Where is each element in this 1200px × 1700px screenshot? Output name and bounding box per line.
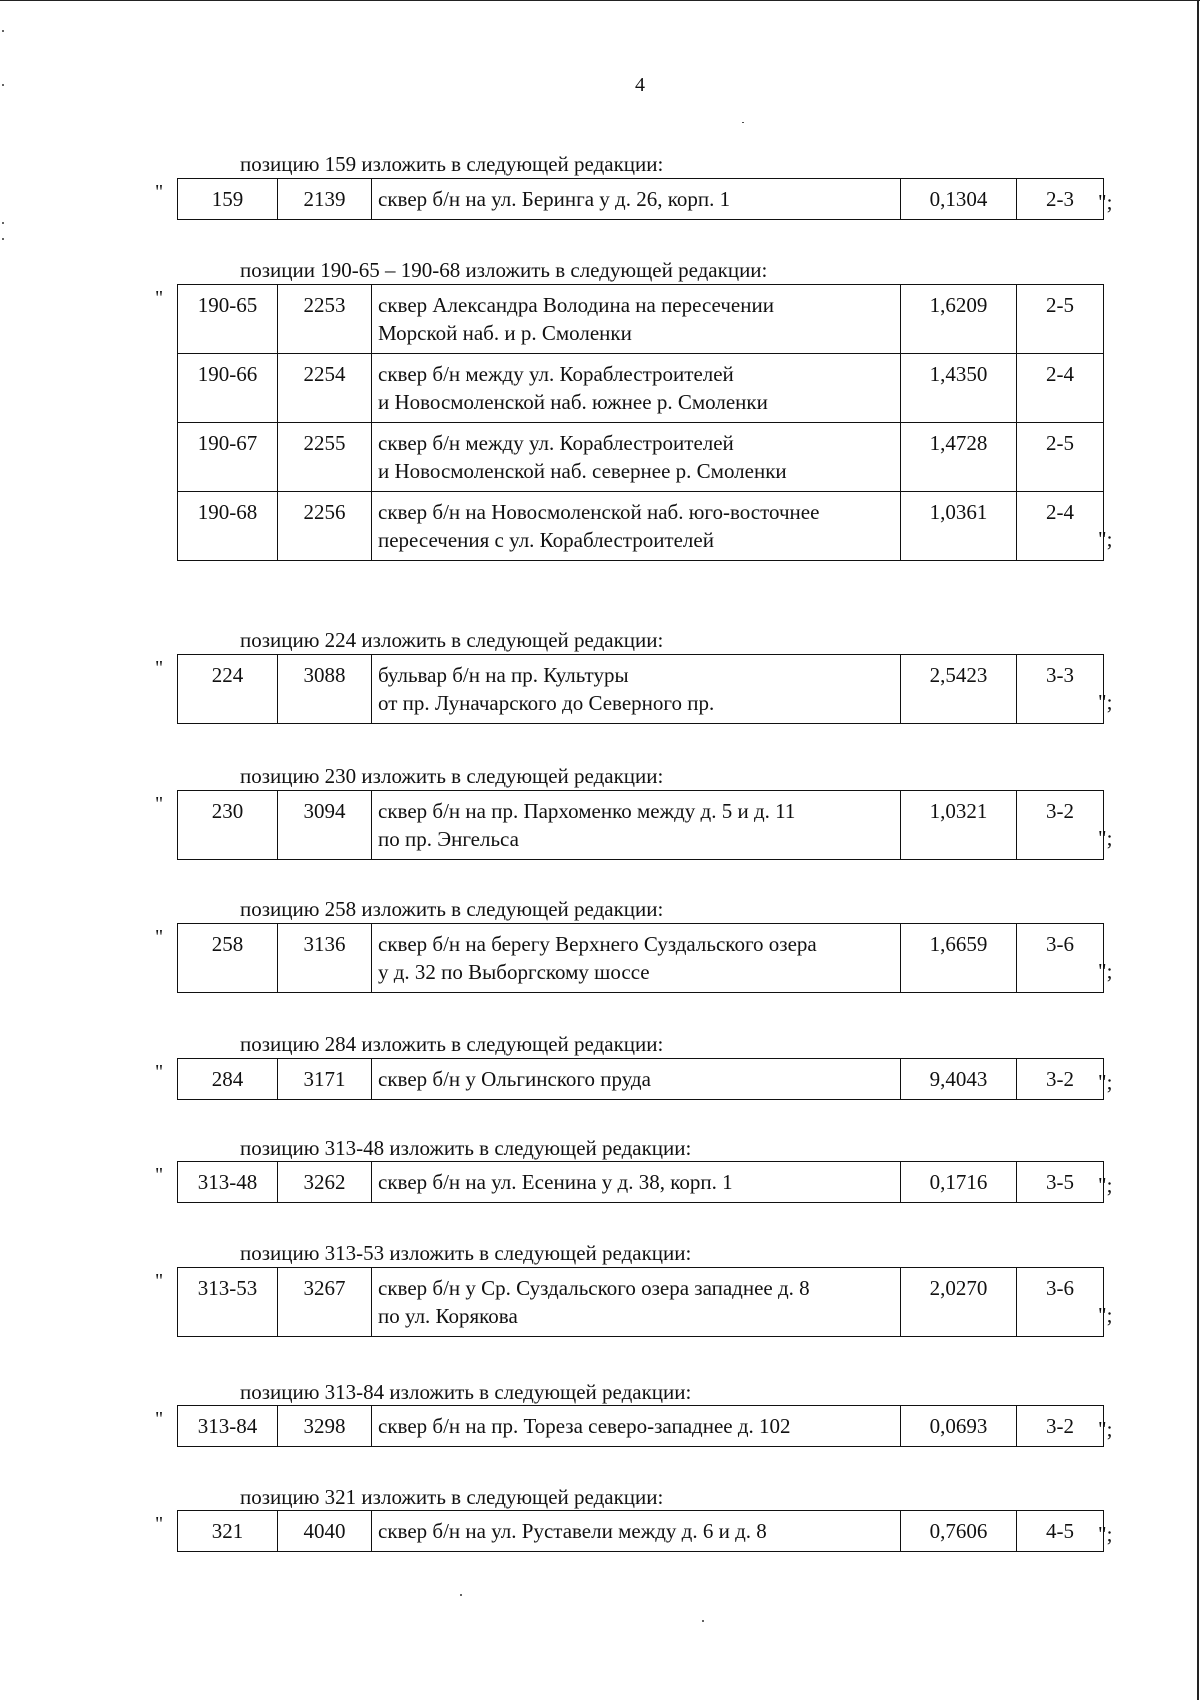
opening-quote: " — [155, 1513, 164, 1535]
object-name-line: сквер б/н у Ольгинского пруда — [378, 1067, 651, 1091]
opening-quote: " — [155, 181, 164, 203]
category-cell: 3-6 — [1017, 924, 1104, 993]
object-name-line: сквер б/н на ул. Есенина у д. 38, корп. 1 — [378, 1170, 733, 1194]
object-name-cell — [372, 1406, 901, 1447]
object-name-line: сквер б/н на берегу Верхнего Суздальского озера — [378, 932, 817, 956]
object-code-cell: 4040 — [278, 1511, 372, 1552]
closing-quote: "; — [1098, 1417, 1113, 1441]
object-name-cell — [372, 354, 901, 423]
area-cell: 1,4350 — [901, 354, 1017, 423]
object-name-cell — [372, 179, 901, 220]
position-number-cell: 258 — [178, 924, 278, 993]
area-cell: 0,1304 — [901, 179, 1017, 220]
object-name-line: сквер б/н на ул. Руставели между д. 6 и д. 8 — [378, 1519, 767, 1543]
object-name-cell — [372, 924, 901, 993]
object-code-cell: 2139 — [278, 179, 372, 220]
object-name-line: сквер б/н между ул. Кораблестроителей — [378, 362, 734, 386]
area-cell: 0,0693 — [901, 1406, 1017, 1447]
table-row — [178, 1406, 1104, 1447]
section-caption: позицию 313-84 изложить в следующей редакции: — [240, 1380, 692, 1404]
closing-quote: "; — [1098, 527, 1113, 551]
object-name-line: пересечения с ул. Кораблестроителей — [378, 528, 714, 552]
opening-quote: " — [155, 1164, 164, 1186]
table-row — [178, 1511, 1104, 1552]
object-name-line: сквер б/н на пр. Тореза северо-западнее д. 102 — [378, 1414, 791, 1438]
table-row — [178, 285, 1104, 354]
page-top-border — [0, 0, 1200, 1]
section-caption: позицию 284 изложить в следующей редакции: — [240, 1032, 664, 1056]
object-code-cell: 2255 — [278, 423, 372, 492]
scan-speck — [2, 238, 4, 240]
area-cell: 2,5423 — [901, 655, 1017, 724]
category-cell: 3-6 — [1017, 1268, 1104, 1337]
table-row — [178, 492, 1104, 561]
position-number-cell: 321 — [178, 1511, 278, 1552]
object-name-line: Морской наб. и р. Смоленки — [378, 321, 632, 345]
amendment-table — [177, 1161, 1104, 1203]
position-number-cell: 313-48 — [178, 1162, 278, 1203]
table-row — [178, 179, 1104, 220]
object-name-cell — [372, 1511, 901, 1552]
table-row — [178, 655, 1104, 724]
object-name-line: у д. 32 по Выборгскому шоссе — [378, 960, 650, 984]
table-row — [178, 1268, 1104, 1337]
closing-quote: "; — [1098, 959, 1113, 983]
scan-speck — [460, 1594, 462, 1596]
object-name-line: сквер Александра Володина на пересечении — [378, 293, 774, 317]
object-name-line: бульвар б/н на пр. Культуры — [378, 663, 629, 687]
object-name-line: сквер б/н на ул. Беринга у д. 26, корп. 1 — [378, 187, 731, 211]
scan-speck — [742, 122, 744, 123]
object-code-cell: 3094 — [278, 791, 372, 860]
section-caption: позиции 190-65 – 190-68 изложить в следующей редакции: — [240, 258, 768, 282]
category-cell: 3-2 — [1017, 1406, 1104, 1447]
area-cell: 1,6209 — [901, 285, 1017, 354]
area-cell: 0,7606 — [901, 1511, 1017, 1552]
table-row — [178, 423, 1104, 492]
scan-speck — [2, 84, 4, 86]
opening-quote: " — [155, 926, 164, 948]
object-name-cell — [372, 1268, 901, 1337]
table-row — [178, 1059, 1104, 1100]
object-name-cell — [372, 285, 901, 354]
page-right-border — [1197, 0, 1199, 1700]
object-name-cell — [372, 791, 901, 860]
category-cell: 2-4 — [1017, 354, 1104, 423]
area-cell: 1,6659 — [901, 924, 1017, 993]
area-cell: 0,1716 — [901, 1162, 1017, 1203]
position-number-cell: 230 — [178, 791, 278, 860]
area-cell: 1,0361 — [901, 492, 1017, 561]
object-name-line: сквер б/н у Ср. Суздальского озера западнее д. 8 — [378, 1276, 810, 1300]
page-number: 4 — [635, 74, 645, 96]
amendment-table — [177, 1510, 1104, 1552]
table-row — [178, 924, 1104, 993]
amendment-table — [177, 1267, 1104, 1337]
position-number-cell: 190-68 — [178, 492, 278, 561]
section-caption: позицию 313-53 изложить в следующей редакции: — [240, 1241, 692, 1265]
position-number-cell: 284 — [178, 1059, 278, 1100]
category-cell: 3-5 — [1017, 1162, 1104, 1203]
object-code-cell: 2253 — [278, 285, 372, 354]
position-number-cell: 190-66 — [178, 354, 278, 423]
scan-speck — [2, 222, 4, 224]
closing-quote: "; — [1098, 1070, 1113, 1094]
section-caption: позицию 321 изложить в следующей редакции: — [240, 1485, 664, 1509]
scan-speck — [702, 1620, 704, 1622]
opening-quote: " — [155, 657, 164, 679]
object-code-cell: 3171 — [278, 1059, 372, 1100]
category-cell: 4-5 — [1017, 1511, 1104, 1552]
object-code-cell: 2254 — [278, 354, 372, 423]
section-caption: позицию 159 изложить в следующей редакции: — [240, 152, 664, 176]
object-code-cell: 3267 — [278, 1268, 372, 1337]
amendment-table — [177, 178, 1104, 220]
object-name-line: по ул. Корякова — [378, 1304, 518, 1328]
category-cell: 3-2 — [1017, 1059, 1104, 1100]
object-code-cell: 3298 — [278, 1406, 372, 1447]
table-row — [178, 354, 1104, 423]
object-name-line: сквер б/н на пр. Пархоменко между д. 5 и д. 11 — [378, 799, 796, 823]
section-caption: позицию 224 изложить в следующей редакции: — [240, 628, 664, 652]
position-number-cell: 159 — [178, 179, 278, 220]
amendment-table — [177, 790, 1104, 860]
position-number-cell: 313-84 — [178, 1406, 278, 1447]
area-cell: 1,4728 — [901, 423, 1017, 492]
area-cell: 1,0321 — [901, 791, 1017, 860]
object-code-cell: 3088 — [278, 655, 372, 724]
object-name-cell — [372, 1059, 901, 1100]
amendment-table — [177, 284, 1104, 561]
object-name-line: сквер б/н на Новосмоленской наб. юго-восточнее — [378, 500, 820, 524]
closing-quote: "; — [1098, 1303, 1113, 1327]
closing-quote: "; — [1098, 826, 1113, 850]
object-code-cell: 3262 — [278, 1162, 372, 1203]
table-row — [178, 791, 1104, 860]
object-name-cell — [372, 655, 901, 724]
opening-quote: " — [155, 1408, 164, 1430]
amendment-table — [177, 1058, 1104, 1100]
opening-quote: " — [155, 793, 164, 815]
position-number-cell: 190-65 — [178, 285, 278, 354]
object-name-line: сквер б/н между ул. Кораблестроителей — [378, 431, 734, 455]
category-cell: 2-5 — [1017, 423, 1104, 492]
amendment-table — [177, 654, 1104, 724]
object-name-line: по пр. Энгельса — [378, 827, 519, 851]
category-cell: 2-3 — [1017, 179, 1104, 220]
opening-quote: " — [155, 287, 164, 309]
amendment-table — [177, 923, 1104, 993]
opening-quote: " — [155, 1061, 164, 1083]
closing-quote: "; — [1098, 1522, 1113, 1546]
object-name-line: и Новосмоленской наб. южнее р. Смоленки — [378, 390, 768, 414]
object-code-cell: 2256 — [278, 492, 372, 561]
amendment-table — [177, 1405, 1104, 1447]
object-name-cell — [372, 423, 901, 492]
closing-quote: "; — [1098, 690, 1113, 714]
closing-quote: "; — [1098, 190, 1113, 214]
scan-speck — [2, 30, 4, 32]
category-cell: 3-3 — [1017, 655, 1104, 724]
object-name-cell — [372, 492, 901, 561]
position-number-cell: 313-53 — [178, 1268, 278, 1337]
position-number-cell: 224 — [178, 655, 278, 724]
table-row — [178, 1162, 1104, 1203]
object-name-cell — [372, 1162, 901, 1203]
area-cell: 9,4043 — [901, 1059, 1017, 1100]
category-cell: 2-4 — [1017, 492, 1104, 561]
section-caption: позицию 258 изложить в следующей редакции: — [240, 897, 664, 921]
area-cell: 2,0270 — [901, 1268, 1017, 1337]
object-code-cell: 3136 — [278, 924, 372, 993]
object-name-line: и Новосмоленской наб. севернее р. Смоленки — [378, 459, 787, 483]
category-cell: 3-2 — [1017, 791, 1104, 860]
closing-quote: "; — [1098, 1173, 1113, 1197]
object-name-line: от пр. Луначарского до Северного пр. — [378, 691, 715, 715]
position-number-cell: 190-67 — [178, 423, 278, 492]
category-cell: 2-5 — [1017, 285, 1104, 354]
opening-quote: " — [155, 1270, 164, 1292]
section-caption: позицию 313-48 изложить в следующей редакции: — [240, 1136, 692, 1160]
section-caption: позицию 230 изложить в следующей редакции: — [240, 764, 664, 788]
